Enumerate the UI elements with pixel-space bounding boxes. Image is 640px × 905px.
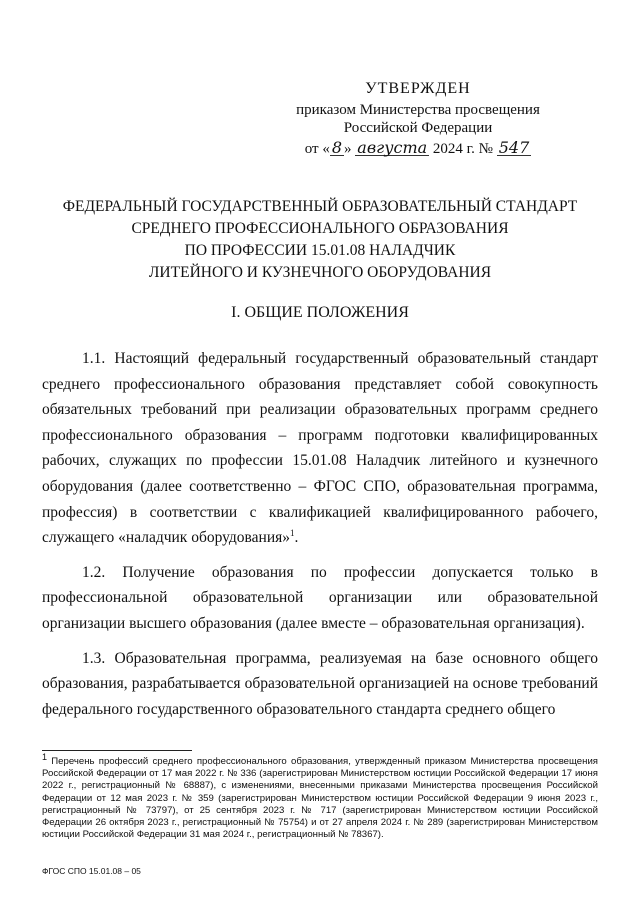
title-line-4: ЛИТЕЙНОГО И КУЗНЕЧНОГО ОБОРУДОВАНИЯ: [148, 264, 492, 281]
paragraph-1-1-text: 1.1. Настоящий федеральный государственный образовательный стандарт среднего профессионального образования представляет собой совокупность обязательных требований при реализации образовательных программ среднего профессионального образования – программ подготовки квалифицированных рабочих, служащих по профессии 15.01.08 Наладчик литейного и кузнечного оборудования (далее соответственно – ФГОС СПО, образовательная программа, профессия) в соответствии с квалификацией квалифицированного рабочего, служащего «наладчик оборудования»: [42, 350, 598, 547]
approval-block: [268, 80, 568, 159]
approval-line-country: Российской Федерации: [343, 120, 493, 136]
date-mid: »: [344, 141, 352, 157]
order-date-line: [268, 139, 568, 159]
title-line-2: СРЕДНЕГО ПРОФЕССИОНАЛЬНОГО ОБРАЗОВАНИЯ: [131, 220, 509, 237]
order-year: 2024 г. №: [432, 141, 493, 157]
paragraph-1-2: 1.2. Получение образования по профессии допускается только в профессиональной образовательной организации или образовательной организации высшего образования (далее вместе – образовательная организация).: [42, 563, 598, 632]
paragraph-1-1-end: .: [294, 529, 299, 547]
footnote-text: Перечень профессий среднего профессионального образования, утвержденный приказом Министерства просвещения Российской Федерации от 17 мая 2022 г. № 336 (зарегистрирован Министерством юстиции Российской Федерации 17 июня 2022 г., регистрационный № 68887), с изменениями, внесенными приказами Министерства просвещения Российской Федерации от 12 мая 2023 г. № 359 (зарегистрирован Министерством юстиции Российской Федерации 9 июня 2023 г., регистрационный № 73797), от 25 сентября 2023 г. № 717 (зарегистрирован Министерством юстиции Российской Федерации 26 октября 2023 г., регистрационный № 75754) и от 27 апреля 2024 г. № 289 (зарегистрирован Министерством юстиции Российской Федерации 31 мая 2024 г., регистрационный № 78367).: [42, 756, 598, 841]
handwritten-month: августа: [357, 138, 428, 157]
section-title: I. ОБЩИЕ ПОЛОЖЕНИЯ: [231, 304, 409, 321]
paragraph-1-3: 1.3. Образовательная программа, реализуемая на базе основного общего образования, разрабатывается образовательной организацией на основе требований федерального государственного образовательного стандарта среднего общего: [42, 649, 598, 718]
approval-line-ministry: приказом Министерства просвещения: [296, 102, 540, 118]
footnote-mark: 1: [42, 751, 48, 762]
footnote-reference: 1: [290, 528, 295, 538]
date-prefix: от «: [304, 141, 330, 157]
handwritten-day: 8: [331, 138, 343, 157]
handwritten-order-number: 547: [498, 138, 530, 157]
title-line-3: ПО ПРОФЕССИИ 15.01.08 НАЛАДЧИК: [184, 242, 456, 259]
body-text: [42, 346, 598, 731]
paragraph-1-1: [42, 346, 598, 551]
footnote: [42, 751, 598, 841]
title-line-1: ФЕДЕРАЛЬНЫЙ ГОСУДАРСТВЕННЫЙ ОБРАЗОВАТЕЛЬНЫЙ СТАНДАРТ: [62, 198, 578, 215]
footer-code: ФГОС СПО 15.01.08 – 05: [42, 866, 141, 876]
document-title: [40, 196, 600, 284]
approval-heading: УТВЕРЖДЕН: [365, 80, 471, 97]
footnote-separator: [42, 750, 192, 751]
